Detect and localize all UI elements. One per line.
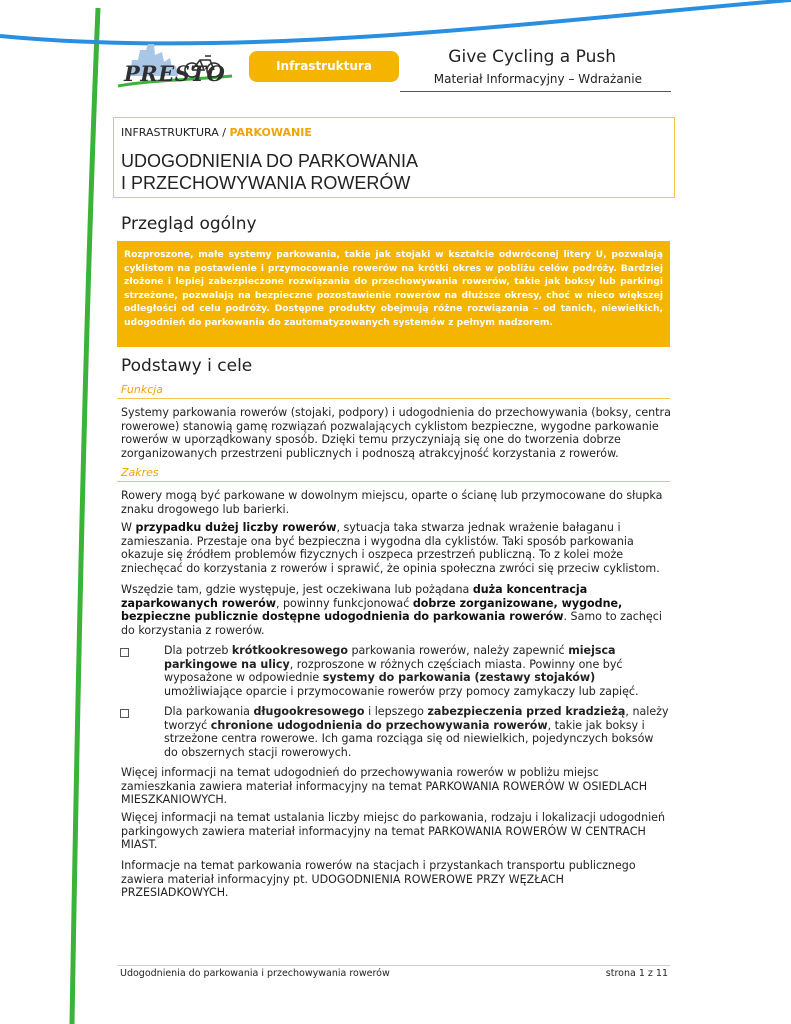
zakres-paragraph-2: W przypadku dużej liczby rowerów, sytuacja taka stwarza jednak wrażenie bałaganu i zamieszania. Przestaje ona być bezpieczna i wygodna dla cyklistów. Taki sposób parkowania okazuje się źródłem problemów fizycznych i oszpeca przestrzeń publiczną. To z kolei może zniechęcać do korzystania z rowerów i sprawić, że opinia społeczna zwróci się przeciw cyklistom.	[121, 521, 660, 575]
bullet-square-icon	[120, 709, 129, 718]
footer-divider	[117, 965, 670, 966]
header-title: Give Cycling a Push	[448, 47, 616, 67]
green-swoosh-line	[72, 8, 98, 1024]
header-divider	[400, 91, 671, 92]
breadcrumb-root: INFRASTRUKTURA	[121, 126, 219, 139]
document-title-line1: UDOGODNIENIA DO PARKOWANIA	[121, 151, 419, 171]
funkcja-label: Funkcja	[121, 383, 164, 396]
breadcrumb-separator: /	[218, 126, 230, 139]
document-title	[121, 150, 418, 194]
more-info-paragraph-2: Więcej informacji na temat ustalania liczby miejsc do parkowania, rodzaju i lokalizacji udogodnień parkingowych zawiera materiał informacyjny na temat PARKOWANIA ROWERÓW W CENTRACH MIAST.	[121, 811, 666, 852]
funkcja-divider	[117, 398, 670, 399]
blue-swoosh-line	[0, 0, 791, 43]
basics-heading: Podstawy i cele	[121, 356, 253, 376]
page-number: strona 1 z 11	[605, 968, 668, 979]
overview-heading: Przegląd ogólny	[121, 214, 257, 234]
overview-summary-box: Rozproszone, małe systemy parkowania, takie jak stojaki w kształcie odwróconej litery U, pozwalają cyklistom na postawienie i przymocowanie rowerów na krótki okres w pobliżu celów podróży. Bardziej złożone i lepiej zabezpieczone rozwiązania do przechowywania rowerów, takie jak boksy lub parkingi strzeżone, pozwalają na bezpieczne pozostawienie rowerów na dłuższe okresy, choć w nieco większej odległości od celu podróży. Dostępne produkty obejmują różne rozwiązania – od tanich, niewielkich, udogodnień do parkowania do zautomatyzowanych systemów z pełnym nadzorem.	[117, 241, 670, 347]
more-info-paragraph-3: Informacje na temat parkowania rowerów na stacjach i przystankach transportu publicznego zawiera materiał informacyjny pt. UDOGODNIENIA ROWEROWE PRZY WĘZŁACH PRZESIADKOWYCH.	[121, 859, 636, 900]
zakres-divider	[117, 481, 670, 482]
presto-logo-text: PRESTO	[124, 61, 226, 86]
bullet-item-short-term: Dla potrzeb krótkookresowego parkowania rowerów, należy zapewnić miejsca parkingowe na ulicy, rozproszone w różnych częściach miasta. Powinny one być wyposażone w odpowiednie systemy do parkowania (zestawy stojaków) umożliwiające oparcie i przymocowanie rowerów przy pomocy zamykaczy lub zapięć.	[164, 644, 639, 698]
category-tag: Infrastruktura	[249, 51, 399, 82]
bullet-item-long-term: Dla parkowania długookresowego i lepszego zabezpieczenia przed kradzieżą, należy tworzyć chronione udogodnienia do przechowywania rowerów, takie jak boksy i strzeżone centra rowerowe. Ich gama rozciąga się od niewielkich, pojedynczych boksów do obszernych stacji rowerowych.	[164, 705, 669, 759]
breadcrumb-current: PARKOWANIE	[229, 126, 312, 139]
breadcrumb	[121, 126, 312, 139]
funkcja-paragraph: Systemy parkowania rowerów (stojaki, podpory) i udogodnienia do przechowywania (boksy, centra rowerowe) stanowią gamę rozwiązań pozwalających cyklistom bezpieczne, wygodne parkowanie rowerów w uporządkowany sposób. Dzięki temu przyczyniają się one do tworzenia dobrze zorganizowanych przestrzeni publicznych i podnoszą atrakcyjność korzystania z rowerów.	[121, 406, 671, 460]
zakres-label: Zakres	[121, 466, 159, 479]
zakres-paragraph-1: Rowery mogą być parkowane w dowolnym miejscu, oparte o ścianę lub przymocowane do słupka znaku drogowego lub barierki.	[121, 489, 663, 516]
footer-document-name: Udogodnienia do parkowania i przechowywania rowerów	[120, 968, 390, 979]
title-box	[113, 117, 675, 198]
zakres-paragraph-3: Wszędzie tam, gdzie występuje, jest oczekiwana lub pożądana duża koncentracja zaparkowanych rowerów, powinny funkcjonować dobrze zorganizowane, wygodne, bezpieczne publicznie dostępne udogodnienia do parkowania rowerów. Samo to zachęci do korzystania z rowerów.	[121, 583, 662, 637]
bullet-square-icon	[120, 648, 129, 657]
more-info-paragraph-1: Więcej informacji na temat udogodnień do przechowywania rowerów w pobliżu miejsc zamieszkania zawiera materiał informacyjny na temat PARKOWANIA ROWERÓW W OSIEDLACH MIESZKANIOWYCH.	[121, 766, 648, 807]
header-subtitle: Materiał Informacyjny – Wdrażanie	[433, 72, 642, 86]
document-title-line2: I PRZECHOWYWANIA ROWERÓW	[121, 173, 411, 193]
